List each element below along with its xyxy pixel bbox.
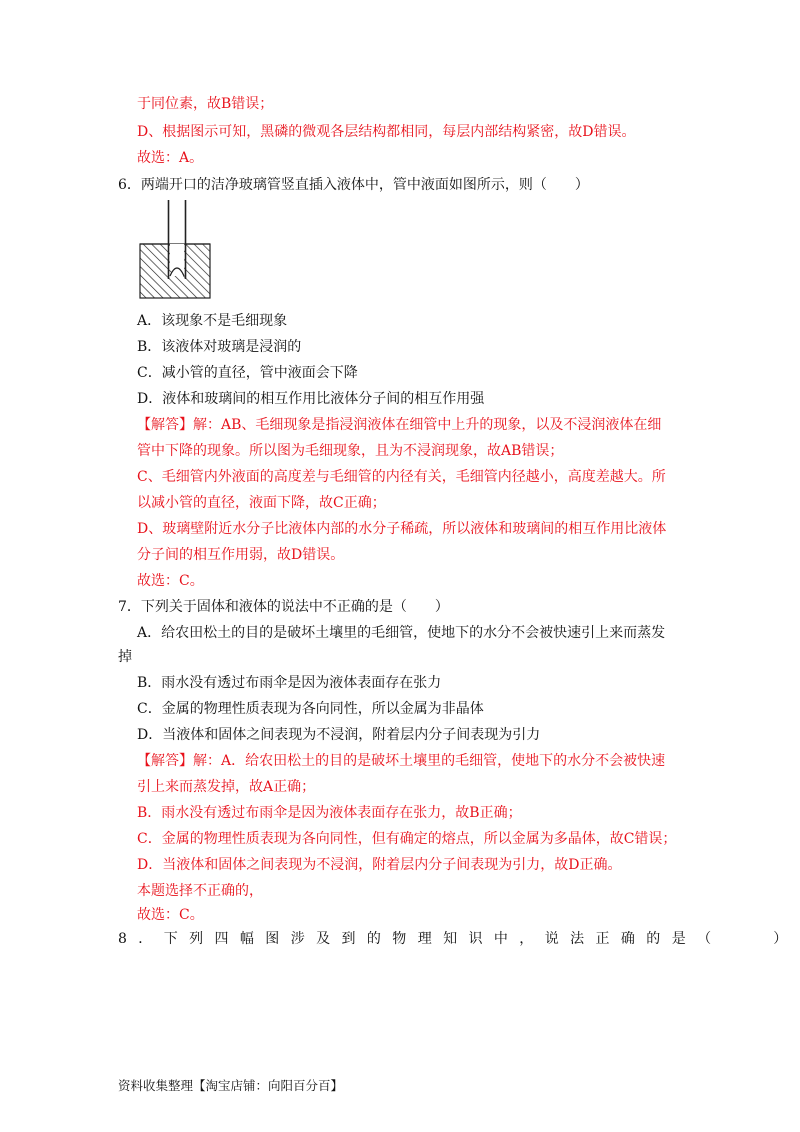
question-7-option: C．金属的物理性质表现为各向同性，所以金属为非晶体 [137,701,484,717]
answer-line: B．雨水没有透过布雨伞是因为液体表面存在张力，故B正确； [137,805,522,821]
question-7-stem: 7．下列关于固体和液体的说法中不正确的是（ ） [118,599,449,615]
answer-line: 分子间的相互作用弱，故D错误。 [137,547,345,563]
answer-line: 于同位素，故B错误； [137,96,274,112]
answer-line: C、毛细管内外液面的高度差与毛细管的内径有关，毛细管内径越小，高度差越大。所 [137,469,666,485]
answer-line: C．金属的物理性质表现为各向同性，但有确定的熔点，所以金属为多晶体，故C错误； [137,831,677,847]
answer-line: 以减小管的直径，液面下降，故C正确； [137,495,386,511]
answer-line: 【解答】解：AB、毛细现象是指浸润液体在细管中上升的现象，以及不浸润液体在细 [137,417,662,433]
question-7-option: A．给农田松土的目的是破坏土壤里的毛细管，使地下的水分不会被快速引上来而蒸发 [137,625,666,641]
question-6-option: C．减小管的直径，管中液面会下降 [137,365,358,381]
question-8-stem: 8．下列四幅图涉及到的物理知识中，说法正确的是（ ） [118,931,799,947]
answer-line: 管中下降的现象。所以图为毛细现象，且为不浸润现象，故AB错误； [137,443,564,459]
question-6-option: D．液体和玻璃间的相互作用比液体分子间的相互作用强 [137,391,485,407]
capillary-tube-figure [139,198,213,300]
answer-line: D．当液体和固体之间表现为不浸润，附着层内分子间表现为引力，故D正确。 [137,857,622,873]
question-6-stem: 6．两端开口的洁净玻璃管竖直插入液体中，管中液面如图所示，则（ ） [118,177,589,193]
answer-line: 【解答】解：A．给农田松土的目的是破坏土壤里的毛细管，使地下的水分不会被快速 [137,753,666,769]
question-6-option: B．该液体对玻璃是浸润的 [137,339,302,355]
answer-line: 本题选择不正确的， [137,883,263,899]
answer-line: 引上来而蒸发掉，故A正确； [137,779,316,795]
question-6-option: A．该现象不是毛细现象 [137,313,288,329]
answer-choice: 故选：C。 [137,573,204,589]
answer-choice: 故选：A。 [137,150,204,166]
question-7-option-wrap: 掉 [118,649,132,665]
answer-line: D、根据图示可知，黑磷的微观各层结构都相同，每层内部结构紧密，故D错误。 [137,124,636,140]
page-footer: 资料收集整理【淘宝店铺：向阳百分百】 [118,1078,344,1093]
answer-choice: 故选：C。 [137,907,204,923]
question-7-option: D．当液体和固体之间表现为不浸润，附着层内分子间表现为引力 [137,727,541,743]
answer-line: D、玻璃壁附近水分子比液体内部的水分子稀疏，所以液体和玻璃间的相互作用比液体 [137,521,667,537]
question-7-option: B．雨水没有透过布雨伞是因为液体表面存在张力 [137,675,442,691]
